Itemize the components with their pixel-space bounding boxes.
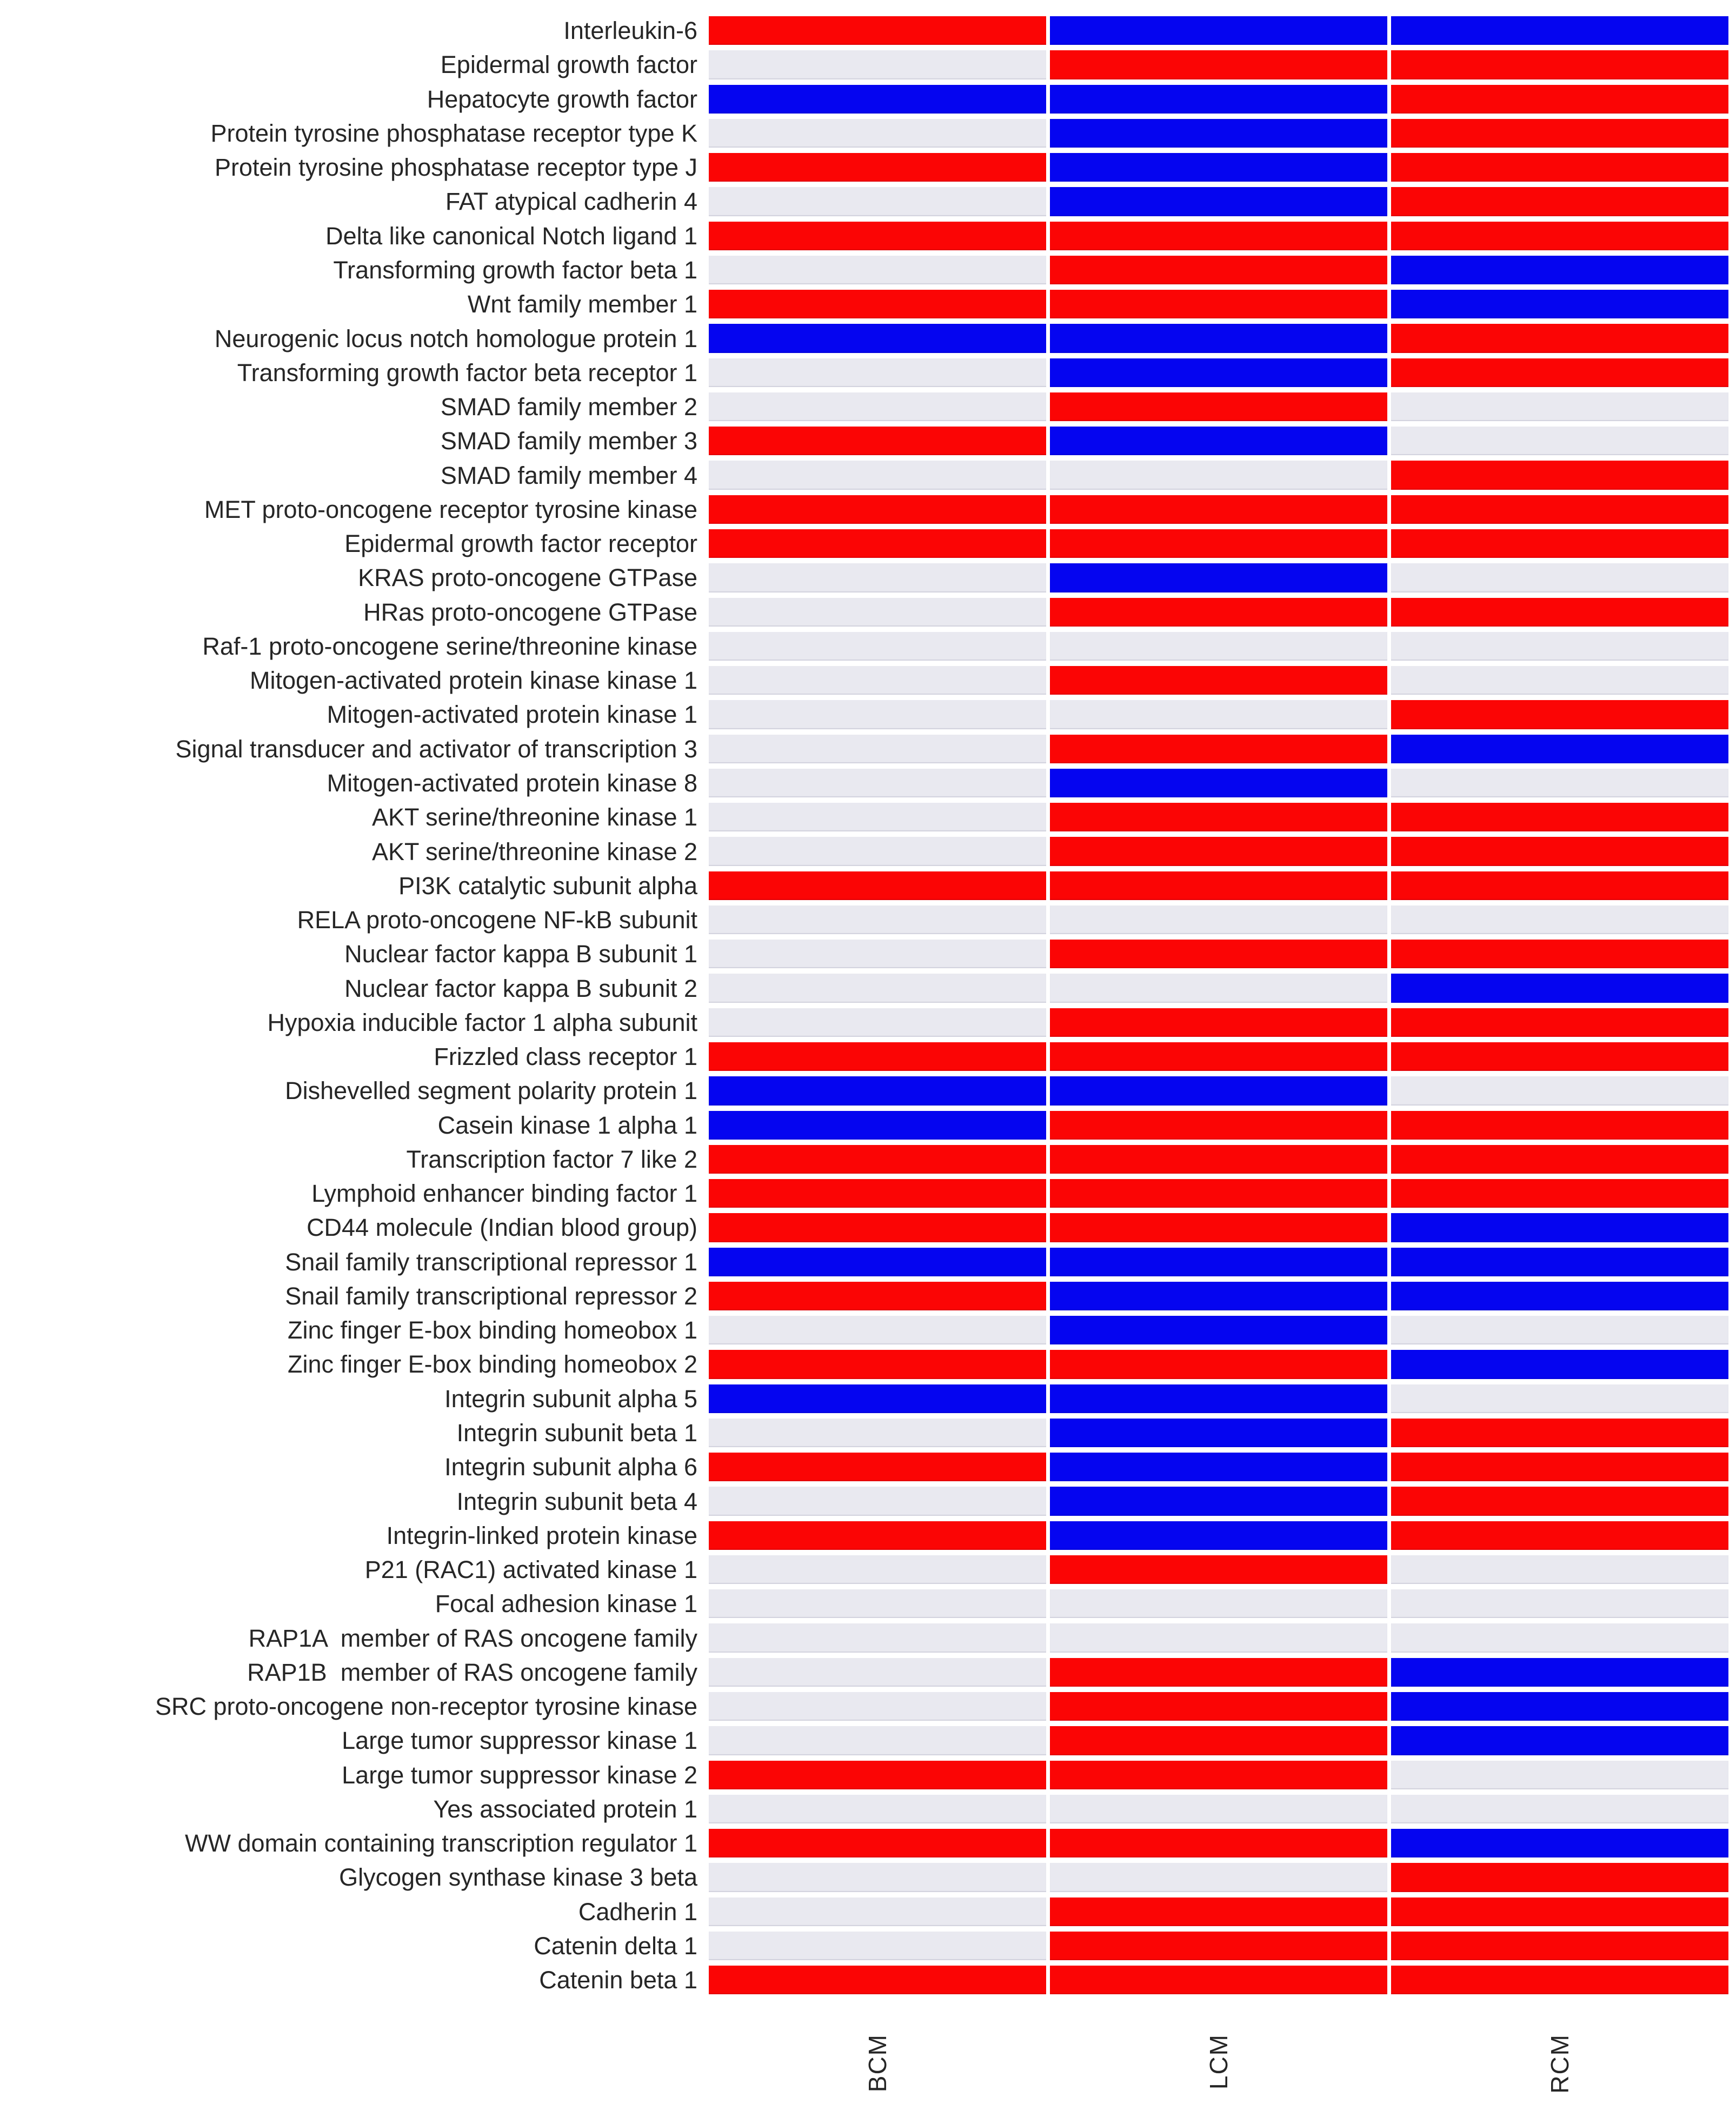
heatmap-cell-bcm-row13 <box>709 427 1046 455</box>
heatmap-cell-lcm-row16 <box>1050 529 1387 558</box>
gene-row-label: Snail family transcriptional repressor 1 <box>285 1248 697 1276</box>
heatmap-cell-rcm-row45 <box>1391 1521 1728 1550</box>
heatmap-cell-lcm-row18 <box>1050 598 1387 627</box>
heatmap-cell-rcm-row22 <box>1391 735 1728 763</box>
heatmap-cell-lcm-row39 <box>1050 1316 1387 1344</box>
heatmap-cell-bcm-row24 <box>709 803 1046 831</box>
gene-row-label: Integrin subunit alpha 6 <box>444 1453 697 1481</box>
heatmap-cell-rcm-row55 <box>1391 1863 1728 1892</box>
gene-row-label: Hypoxia inducible factor 1 alpha subunit <box>267 1008 697 1036</box>
heatmap-cell-rcm-row27 <box>1391 905 1728 934</box>
heatmap-cell-rcm-row53 <box>1391 1795 1728 1823</box>
heatmap-cell-bcm-row44 <box>709 1487 1046 1515</box>
heatmap-cell-lcm-row14 <box>1050 461 1387 489</box>
heatmap-cell-lcm-row13 <box>1050 427 1387 455</box>
gene-row-label: CD44 molecule (Indian blood group) <box>307 1214 697 1242</box>
gene-row-label: Large tumor suppressor kinase 1 <box>342 1727 697 1755</box>
gene-row-label: Delta like canonical Notch ligand 1 <box>325 222 697 250</box>
heatmap-cell-rcm-row58 <box>1391 1966 1728 1994</box>
heatmap-cell-bcm-row8 <box>709 256 1046 284</box>
heatmap-cell-rcm-row41 <box>1391 1384 1728 1413</box>
heatmap-cell-rcm-row5 <box>1391 153 1728 182</box>
heatmap-cell-rcm-row17 <box>1391 563 1728 592</box>
heatmap-cell-lcm-row6 <box>1050 187 1387 216</box>
heatmap-cell-bcm-row37 <box>709 1248 1046 1276</box>
heatmap-cell-lcm-row43 <box>1050 1453 1387 1481</box>
heatmap-cell-rcm-row31 <box>1391 1042 1728 1071</box>
heatmap-cell-bcm-row32 <box>709 1076 1046 1105</box>
heatmap-cell-rcm-row48 <box>1391 1623 1728 1652</box>
heatmap-cell-rcm-row33 <box>1391 1111 1728 1140</box>
heatmap-cell-rcm-row21 <box>1391 700 1728 729</box>
heatmap-cell-bcm-row12 <box>709 392 1046 421</box>
gene-row-label: WW domain containing transcription regulator 1 <box>185 1829 697 1857</box>
gene-row-label: Neurogenic locus notch homologue protein 1 <box>214 324 697 352</box>
gene-row-label: Integrin-linked protein kinase <box>386 1521 697 1549</box>
heatmap-cell-bcm-row20 <box>709 666 1046 695</box>
heatmap-cell-lcm-row23 <box>1050 769 1387 797</box>
gene-row-label: PI3K catalytic subunit alpha <box>398 871 697 900</box>
heatmap-cell-lcm-row56 <box>1050 1897 1387 1926</box>
heatmap-cell-lcm-row1 <box>1050 16 1387 45</box>
heatmap-grid <box>0 14 1728 2094</box>
heatmap-cell-rcm-row20 <box>1391 666 1728 695</box>
heatmap-cell-rcm-row38 <box>1391 1282 1728 1310</box>
gene-row-label: RAP1B member of RAS oncogene family <box>247 1658 697 1686</box>
heatmap-cell-lcm-row51 <box>1050 1726 1387 1755</box>
gene-row-label: Large tumor suppressor kinase 2 <box>342 1761 697 1789</box>
heatmap-cell-bcm-row46 <box>709 1555 1046 1584</box>
heatmap-cell-rcm-row42 <box>1391 1419 1728 1447</box>
gene-row-label: Integrin subunit beta 1 <box>456 1419 697 1447</box>
gene-row-label: Yes associated protein 1 <box>433 1795 697 1823</box>
gene-row-label: Protein tyrosine phosphatase receptor type K <box>210 119 697 147</box>
gene-row-label: Glycogen synthase kinase 3 beta <box>339 1863 697 1892</box>
heatmap-cell-rcm-row8 <box>1391 256 1728 284</box>
heatmap-cell-lcm-row22 <box>1050 735 1387 763</box>
heatmap-cell-bcm-row23 <box>709 769 1046 797</box>
gene-row-label: Integrin subunit beta 4 <box>456 1487 697 1515</box>
gene-row-label: Mitogen-activated protein kinase 1 <box>327 701 697 729</box>
heatmap-cell-rcm-row19 <box>1391 632 1728 661</box>
heatmap-cell-rcm-row6 <box>1391 187 1728 216</box>
gene-row-label: RELA proto-oncogene NF-kB subunit <box>297 906 697 934</box>
heatmap-cell-rcm-row13 <box>1391 427 1728 455</box>
heatmap-cell-bcm-row25 <box>709 837 1046 865</box>
heatmap-cell-lcm-row41 <box>1050 1384 1387 1413</box>
heatmap-cell-rcm-row36 <box>1391 1213 1728 1242</box>
gene-row-label: Cadherin 1 <box>578 1897 697 1926</box>
gene-row-label: SMAD family member 3 <box>440 427 697 455</box>
heatmap-cell-bcm-row47 <box>709 1589 1046 1618</box>
gene-row-label: KRAS proto-oncogene GTPase <box>358 564 697 592</box>
heatmap-cell-lcm-row46 <box>1050 1555 1387 1584</box>
heatmap-cell-rcm-row40 <box>1391 1350 1728 1379</box>
heatmap-cell-lcm-row32 <box>1050 1076 1387 1105</box>
heatmap-cell-bcm-row45 <box>709 1521 1046 1550</box>
heatmap-cell-rcm-row16 <box>1391 529 1728 558</box>
heatmap-cell-rcm-row57 <box>1391 1932 1728 1960</box>
heatmap-cell-rcm-row34 <box>1391 1145 1728 1174</box>
heatmap-cell-lcm-row37 <box>1050 1248 1387 1276</box>
heatmap-cell-lcm-row11 <box>1050 358 1387 387</box>
gene-row-label: HRas proto-oncogene GTPase <box>363 598 697 626</box>
heatmap-cell-lcm-row25 <box>1050 837 1387 865</box>
heatmap-cell-rcm-row28 <box>1391 940 1728 968</box>
heatmap-cell-bcm-row14 <box>709 461 1046 489</box>
heatmap-cell-lcm-row54 <box>1050 1829 1387 1857</box>
heatmap-cell-rcm-row43 <box>1391 1453 1728 1481</box>
gene-row-label: Catenin delta 1 <box>534 1932 697 1960</box>
heatmap-cell-lcm-row7 <box>1050 222 1387 250</box>
heatmap-cell-rcm-row47 <box>1391 1589 1728 1618</box>
heatmap-cell-bcm-row6 <box>709 187 1046 216</box>
heatmap-cell-bcm-row17 <box>709 563 1046 592</box>
heatmap-cell-bcm-row5 <box>709 153 1046 182</box>
x-axis-label-rcm: RCM <box>1546 2034 1574 2094</box>
heatmap-cell-lcm-row34 <box>1050 1145 1387 1174</box>
gene-row-label: Epidermal growth factor receptor <box>344 530 697 558</box>
heatmap-cell-rcm-row51 <box>1391 1726 1728 1755</box>
heatmap-cell-bcm-row34 <box>709 1145 1046 1174</box>
heatmap-cell-bcm-row27 <box>709 905 1046 934</box>
heatmap-cell-lcm-row27 <box>1050 905 1387 934</box>
heatmap-cell-lcm-row47 <box>1050 1589 1387 1618</box>
gene-row-label: P21 (RAC1) activated kinase 1 <box>364 1556 697 1584</box>
gene-row-label: Casein kinase 1 alpha 1 <box>437 1111 697 1139</box>
heatmap-cell-lcm-row3 <box>1050 85 1387 114</box>
gene-row-label: Nuclear factor kappa B subunit 2 <box>344 974 697 1002</box>
heatmap-cell-lcm-row33 <box>1050 1111 1387 1140</box>
heatmap-cell-lcm-row36 <box>1050 1213 1387 1242</box>
heatmap-cell-rcm-row24 <box>1391 803 1728 831</box>
heatmap-cell-bcm-row3 <box>709 85 1046 114</box>
heatmap-cell-bcm-row48 <box>709 1623 1046 1652</box>
heatmap-cell-lcm-row29 <box>1050 974 1387 1002</box>
gene-row-label: AKT serine/threonine kinase 2 <box>371 837 697 865</box>
gene-row-label: Protein tyrosine phosphatase receptor type J <box>214 154 697 182</box>
heatmap-cell-bcm-row55 <box>709 1863 1046 1892</box>
heatmap-cell-bcm-row21 <box>709 700 1046 729</box>
gene-row-label: Epidermal growth factor <box>440 51 697 79</box>
heatmap-cell-lcm-row58 <box>1050 1966 1387 1994</box>
gene-row-label: Transforming growth factor beta 1 <box>333 256 697 284</box>
gene-row-label: Mitogen-activated protein kinase kinase 1 <box>250 667 697 695</box>
gene-row-label: AKT serine/threonine kinase 1 <box>371 803 697 831</box>
heatmap-cell-lcm-row24 <box>1050 803 1387 831</box>
heatmap-cell-bcm-row18 <box>709 598 1046 627</box>
heatmap-cell-lcm-row5 <box>1050 153 1387 182</box>
heatmap-cell-lcm-row28 <box>1050 940 1387 968</box>
x-axis-label-cell-rcm <box>1391 1997 1728 2104</box>
gene-row-label: Nuclear factor kappa B subunit 1 <box>344 940 697 968</box>
heatmap-cell-bcm-row58 <box>709 1966 1046 1994</box>
gene-row-label: Transforming growth factor beta receptor 1 <box>237 358 697 387</box>
heatmap-cell-rcm-row30 <box>1391 1008 1728 1037</box>
heatmap-cell-lcm-row9 <box>1050 290 1387 318</box>
heatmap-cell-bcm-row53 <box>709 1795 1046 1823</box>
heatmap-cell-rcm-row25 <box>1391 837 1728 865</box>
heatmap-cell-rcm-row23 <box>1391 769 1728 797</box>
heatmap-cell-rcm-row3 <box>1391 85 1728 114</box>
heatmap-cell-bcm-row4 <box>709 119 1046 148</box>
heatmap-cell-lcm-row48 <box>1050 1623 1387 1652</box>
gene-row-label: Zinc finger E-box binding homeobox 1 <box>288 1316 697 1344</box>
heatmap-cell-lcm-row38 <box>1050 1282 1387 1310</box>
heatmap-cell-rcm-row15 <box>1391 495 1728 524</box>
heatmap-cell-rcm-row35 <box>1391 1179 1728 1208</box>
heatmap-cell-lcm-row15 <box>1050 495 1387 524</box>
heatmap-cell-lcm-row12 <box>1050 392 1387 421</box>
heatmap-cell-rcm-row49 <box>1391 1658 1728 1687</box>
heatmap-cell-lcm-row55 <box>1050 1863 1387 1892</box>
heatmap-cell-bcm-row30 <box>709 1008 1046 1037</box>
heatmap-cell-bcm-row15 <box>709 495 1046 524</box>
heatmap-cell-lcm-row44 <box>1050 1487 1387 1515</box>
heatmap-cell-bcm-row54 <box>709 1829 1046 1857</box>
x-axis-label-lcm: LCM <box>1205 2034 1233 2090</box>
heatmap-cell-lcm-row21 <box>1050 700 1387 729</box>
heatmap-cell-rcm-row2 <box>1391 50 1728 79</box>
gene-row-label: Interleukin-6 <box>563 17 697 45</box>
heatmap-cell-bcm-row57 <box>709 1932 1046 1960</box>
heatmap-cell-lcm-row35 <box>1050 1179 1387 1208</box>
heatmap-cell-rcm-row9 <box>1391 290 1728 318</box>
heatmap-cell-lcm-row4 <box>1050 119 1387 148</box>
heatmap-cell-bcm-row22 <box>709 735 1046 763</box>
heatmap-cell-rcm-row39 <box>1391 1316 1728 1344</box>
heatmap-cell-rcm-row11 <box>1391 358 1728 387</box>
heatmap-cell-rcm-row26 <box>1391 871 1728 900</box>
gene-row-label: Catenin beta 1 <box>539 1966 697 1994</box>
heatmap-cell-rcm-row32 <box>1391 1076 1728 1105</box>
heatmap-cell-lcm-row50 <box>1050 1692 1387 1721</box>
heatmap-cell-lcm-row57 <box>1050 1932 1387 1960</box>
heatmap-cell-bcm-row9 <box>709 290 1046 318</box>
x-axis-label-cell-lcm <box>1050 1997 1387 2104</box>
heatmap-cell-lcm-row42 <box>1050 1419 1387 1447</box>
heatmap-cell-lcm-row40 <box>1050 1350 1387 1379</box>
heatmap-cell-rcm-row50 <box>1391 1692 1728 1721</box>
heatmap-cell-lcm-row26 <box>1050 871 1387 900</box>
gene-row-label: Mitogen-activated protein kinase 8 <box>327 769 697 797</box>
gene-row-label: Lymphoid enhancer binding factor 1 <box>311 1180 697 1208</box>
gene-row-label: Transcription factor 7 like 2 <box>406 1145 697 1173</box>
heatmap-cell-bcm-row26 <box>709 871 1046 900</box>
heatmap-cell-rcm-row54 <box>1391 1829 1728 1857</box>
heatmap-cell-bcm-row10 <box>709 324 1046 352</box>
heatmap-cell-bcm-row52 <box>709 1761 1046 1789</box>
gene-row-label: Signal transducer and activator of transcription 3 <box>175 735 697 763</box>
heatmap-cell-rcm-row10 <box>1391 324 1728 352</box>
x-axis-label-bcm: BCM <box>863 2034 892 2093</box>
heatmap-cell-rcm-row1 <box>1391 16 1728 45</box>
heatmap-cell-bcm-row51 <box>709 1726 1046 1755</box>
heatmap-cell-bcm-row49 <box>709 1658 1046 1687</box>
heatmap-cell-rcm-row52 <box>1391 1761 1728 1789</box>
heatmap-cell-bcm-row42 <box>709 1419 1046 1447</box>
heatmap-cell-bcm-row2 <box>709 50 1046 79</box>
heatmap-cell-lcm-row2 <box>1050 50 1387 79</box>
heatmap-cell-rcm-row37 <box>1391 1248 1728 1276</box>
gene-row-label: Raf-1 proto-oncogene serine/threonine kinase <box>202 632 697 660</box>
heatmap-cell-bcm-row1 <box>709 16 1046 45</box>
gene-row-label: SMAD family member 4 <box>440 461 697 489</box>
heatmap-cell-bcm-row40 <box>709 1350 1046 1379</box>
heatmap-cell-lcm-row10 <box>1050 324 1387 352</box>
heatmap-cell-bcm-row36 <box>709 1213 1046 1242</box>
heatmap-cell-rcm-row4 <box>1391 119 1728 148</box>
heatmap-cell-bcm-row31 <box>709 1042 1046 1071</box>
heatmap-cell-lcm-row49 <box>1050 1658 1387 1687</box>
heatmap-cell-bcm-row28 <box>709 940 1046 968</box>
heatmap-cell-lcm-row19 <box>1050 632 1387 661</box>
heatmap-cell-lcm-row31 <box>1050 1042 1387 1071</box>
heatmap-cell-bcm-row33 <box>709 1111 1046 1140</box>
heatmap-cell-lcm-row53 <box>1050 1795 1387 1823</box>
heatmap-cell-bcm-row11 <box>709 358 1046 387</box>
gene-row-label: Dishevelled segment polarity protein 1 <box>285 1077 697 1105</box>
heatmap-cell-bcm-row29 <box>709 974 1046 1002</box>
heatmap-cell-lcm-row30 <box>1050 1008 1387 1037</box>
gene-row-label: FAT atypical cadherin 4 <box>445 188 697 216</box>
gene-row-label: SRC proto-oncogene non-receptor tyrosine kinase <box>155 1693 697 1721</box>
gene-row-label: Focal adhesion kinase 1 <box>435 1590 697 1618</box>
heatmap-cell-rcm-row12 <box>1391 392 1728 421</box>
heatmap-cell-bcm-row43 <box>709 1453 1046 1481</box>
x-axis-label-cell-bcm <box>709 1997 1046 2104</box>
heatmap-cell-rcm-row46 <box>1391 1555 1728 1584</box>
heatmap-cell-bcm-row56 <box>709 1897 1046 1926</box>
heatmap-cell-rcm-row29 <box>1391 974 1728 1002</box>
heatmap-cell-lcm-row17 <box>1050 563 1387 592</box>
heatmap-cell-lcm-row45 <box>1050 1521 1387 1550</box>
gene-row-label: MET proto-oncogene receptor tyrosine kinase <box>204 495 697 523</box>
gene-row-label: Wnt family member 1 <box>467 290 697 318</box>
gene-row-label: Zinc finger E-box binding homeobox 2 <box>288 1350 697 1379</box>
gene-row-label: Hepatocyte growth factor <box>427 85 697 113</box>
gene-row-label: RAP1A member of RAS oncogene family <box>248 1624 697 1652</box>
heatmap-cell-lcm-row8 <box>1050 256 1387 284</box>
heatmap-cell-bcm-row35 <box>709 1179 1046 1208</box>
heatmap-cell-lcm-row52 <box>1050 1761 1387 1789</box>
heatmap-cell-bcm-row50 <box>709 1692 1046 1721</box>
heatmap-cell-bcm-row16 <box>709 529 1046 558</box>
x-axis-spacer <box>0 1997 705 2100</box>
heatmap-cell-rcm-row44 <box>1391 1487 1728 1515</box>
gene-row-label: Snail family transcriptional repressor 2 <box>285 1282 697 1310</box>
heatmap-cell-bcm-row39 <box>709 1316 1046 1344</box>
gene-row-label: Frizzled class receptor 1 <box>434 1043 697 1071</box>
heatmap-cell-rcm-row14 <box>1391 461 1728 489</box>
gene-row-label: Integrin subunit alpha 5 <box>444 1384 697 1413</box>
heatmap-cell-lcm-row20 <box>1050 666 1387 695</box>
heatmap-cell-rcm-row18 <box>1391 598 1728 627</box>
gene-row-label: SMAD family member 2 <box>440 393 697 421</box>
heatmap-cell-rcm-row7 <box>1391 222 1728 250</box>
heatmap-cell-bcm-row41 <box>709 1384 1046 1413</box>
heatmap-cell-bcm-row7 <box>709 222 1046 250</box>
heatmap-cell-rcm-row56 <box>1391 1897 1728 1926</box>
heatmap-cell-bcm-row38 <box>709 1282 1046 1310</box>
heatmap-cell-bcm-row19 <box>709 632 1046 661</box>
